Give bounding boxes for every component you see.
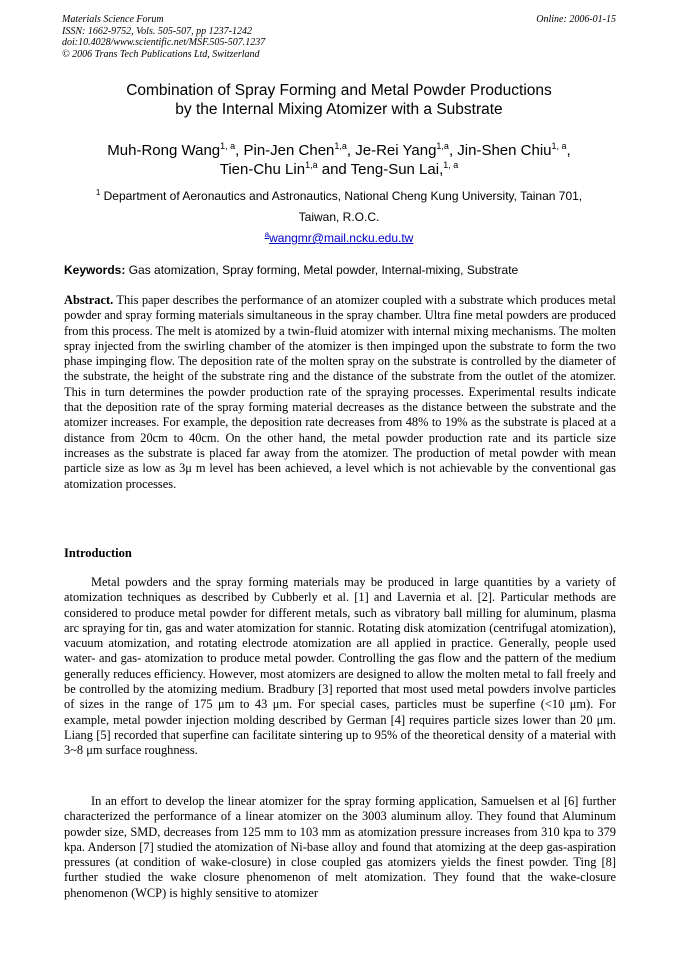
affiliation	[64, 186, 614, 249]
author-name: Je-Rei Yang	[355, 142, 437, 159]
doi-line: doi:10.4028/www.scientific.net/MSF.505-507.1237	[62, 37, 266, 48]
author-separator: ,	[566, 142, 571, 159]
affiliation-text: Department of Aeronautics and Astronautics, National Cheng Kung University, Tainan 701,	[100, 189, 583, 203]
title-line-2: by the Internal Mixing Atomizer with a Substrate	[175, 101, 503, 118]
author-separator: ,	[448, 142, 458, 159]
author-line-2	[64, 160, 614, 179]
introduction-paragraph-1: Metal powders and the spray forming materials may be produced in large quantities by a variety of atomization techniques as described by Cubberly et al. [1] and Lavernia et al. [2]. Particular methods are considered to produce metal powder for different metals, such as vibratory ball milling for aluminum, plasma arc spraying for tin, gas and water atomization for stannic. Rotating disk atomization (centrifugal atomization), vacuum atomization, and rotating electrode atomization are all applied in practice. Generally, people used water- and gas- atomization to produce metal powder. Controlling the gas flow and the pattern of the medium generally reduces efficiency. However, most atomizers are designed to allow the molten metal to fall freely and be controlled by the atomizing medium. Bradbury [3] reported that most used metal powders involve particles of sizes in the range of 175 μm to 43 μm. For special cases, particles must be superfine (<10 μm). For example, metal powder injection molding described by German [4] requires particle sizes lower than 20 μm. Liang [5] recorded that superfine can facilitate sintering up to 95% of the theoretical density of a material with 3~8 μm surface roughness.	[64, 575, 616, 758]
affiliation-line-1	[64, 186, 614, 207]
copyright-line: © 2006 Trans Tech Publications Ltd, Switzerland	[62, 48, 260, 60]
email-line	[64, 228, 614, 249]
author-affil-mark: 1,a	[436, 141, 449, 151]
author-list	[64, 141, 614, 179]
author-name: Tien-Chu Lin	[219, 161, 306, 178]
author-affil-mark: 1, a	[220, 141, 236, 151]
title-line-1: Combination of Spray Forming and Metal Powder Productions	[126, 82, 552, 99]
author-name: Pin-Jen Chen	[243, 142, 335, 159]
abstract-text: This paper describes the performance of an atomizer coupled with a substrate which produces metal powder and spray forming materials simultaneous in the spray chamber. Ultra fine metal powders are produced from this process. The melt is atomized by a twin-fluid atomizer with internal mixing mechanisms. The molten spray injected from the swirling chamber of the atomizer is then impinged upon the substrate to form the two phase impinging flow. The deposition rate of the molten spray on the substrate is controlled by the diameter of the substrate, the height of the substrate ring and the distance of the substrate from the outlet of the atomizer. This in turn determines the powder production rate of the spraying processes. Experimental results indicate that the deposition rate of the spray forming material decreases as the distance between the substrate and the atomizer increases. For example, the deposition rate decreases from 48% to 19% as the substrate is placed at a distance from 20cm to 40cm. On the other hand, the metal powder production rate and its particle size increases as the substrate is placed far away from the atomizer. The production of metal powder with mean particle size as low as 3μ m level has been achieved, a level which is not achievable by the conventional gas atomization processes.	[64, 293, 616, 491]
author-affil-mark: 1,a	[305, 160, 318, 170]
online-date: Online: 2006-01-15	[536, 14, 616, 25]
journal-name: Materials Science Forum	[62, 14, 164, 25]
author-affil-mark: 1, a	[551, 141, 567, 151]
author-name: Teng-Sun Lai,	[350, 161, 444, 178]
issn-line: ISSN: 1662-9752, Vols. 505-507, pp 1237-1242	[62, 25, 252, 37]
keywords-text: Gas atomization, Spray forming, Metal powder, Internal-mixing, Substrate	[125, 263, 519, 277]
author-line-1	[64, 141, 614, 160]
introduction-paragraph-2: In an effort to develop the linear atomizer for the spray forming application, Samuelsen et al [6] further characterized the performance of a linear atomizer on the 3003 aluminum alloy. They found that Aluminum powder size, SMD, decreases from 125 mm to 103 mm as atomization pressure increases from 310 kpa to 379 kpa. Anderson [7] studied the atomization of Ni-base alloy and found that atomizing at the deep gas-aspiration pressures (at condition of wake-closure) in close coupled gas atomizers yields the finest powder. Ting [8] further studied the wake closure phenomenon of melt atomization. They found that the wake-closure phenomenon (WCP) is highly sensitive to atomizer	[64, 794, 616, 900]
author-affil-mark: 1,a	[334, 141, 347, 151]
author-separator: ,	[346, 142, 356, 159]
abstract-label: Abstract.	[64, 293, 114, 307]
keywords	[64, 262, 616, 278]
keywords-label: Keywords:	[64, 263, 126, 277]
author-separator: and	[317, 161, 351, 178]
email-mark: a	[264, 230, 270, 239]
author-separator: ,	[235, 142, 244, 159]
abstract	[64, 293, 616, 492]
author-name: Muh-Rong Wang	[107, 142, 221, 159]
author-email-link[interactable]: wangmr@mail.ncku.edu.tw	[269, 231, 414, 245]
affiliation-mark: 1	[95, 188, 101, 197]
introduction-heading: Introduction	[64, 546, 132, 560]
paper-title	[64, 81, 614, 119]
author-affil-mark: 1, a	[443, 160, 459, 170]
journal-header	[62, 14, 616, 60]
author-name: Jin-Shen Chiu	[457, 142, 552, 159]
affiliation-line-2: Taiwan, R.O.C.	[298, 210, 380, 224]
